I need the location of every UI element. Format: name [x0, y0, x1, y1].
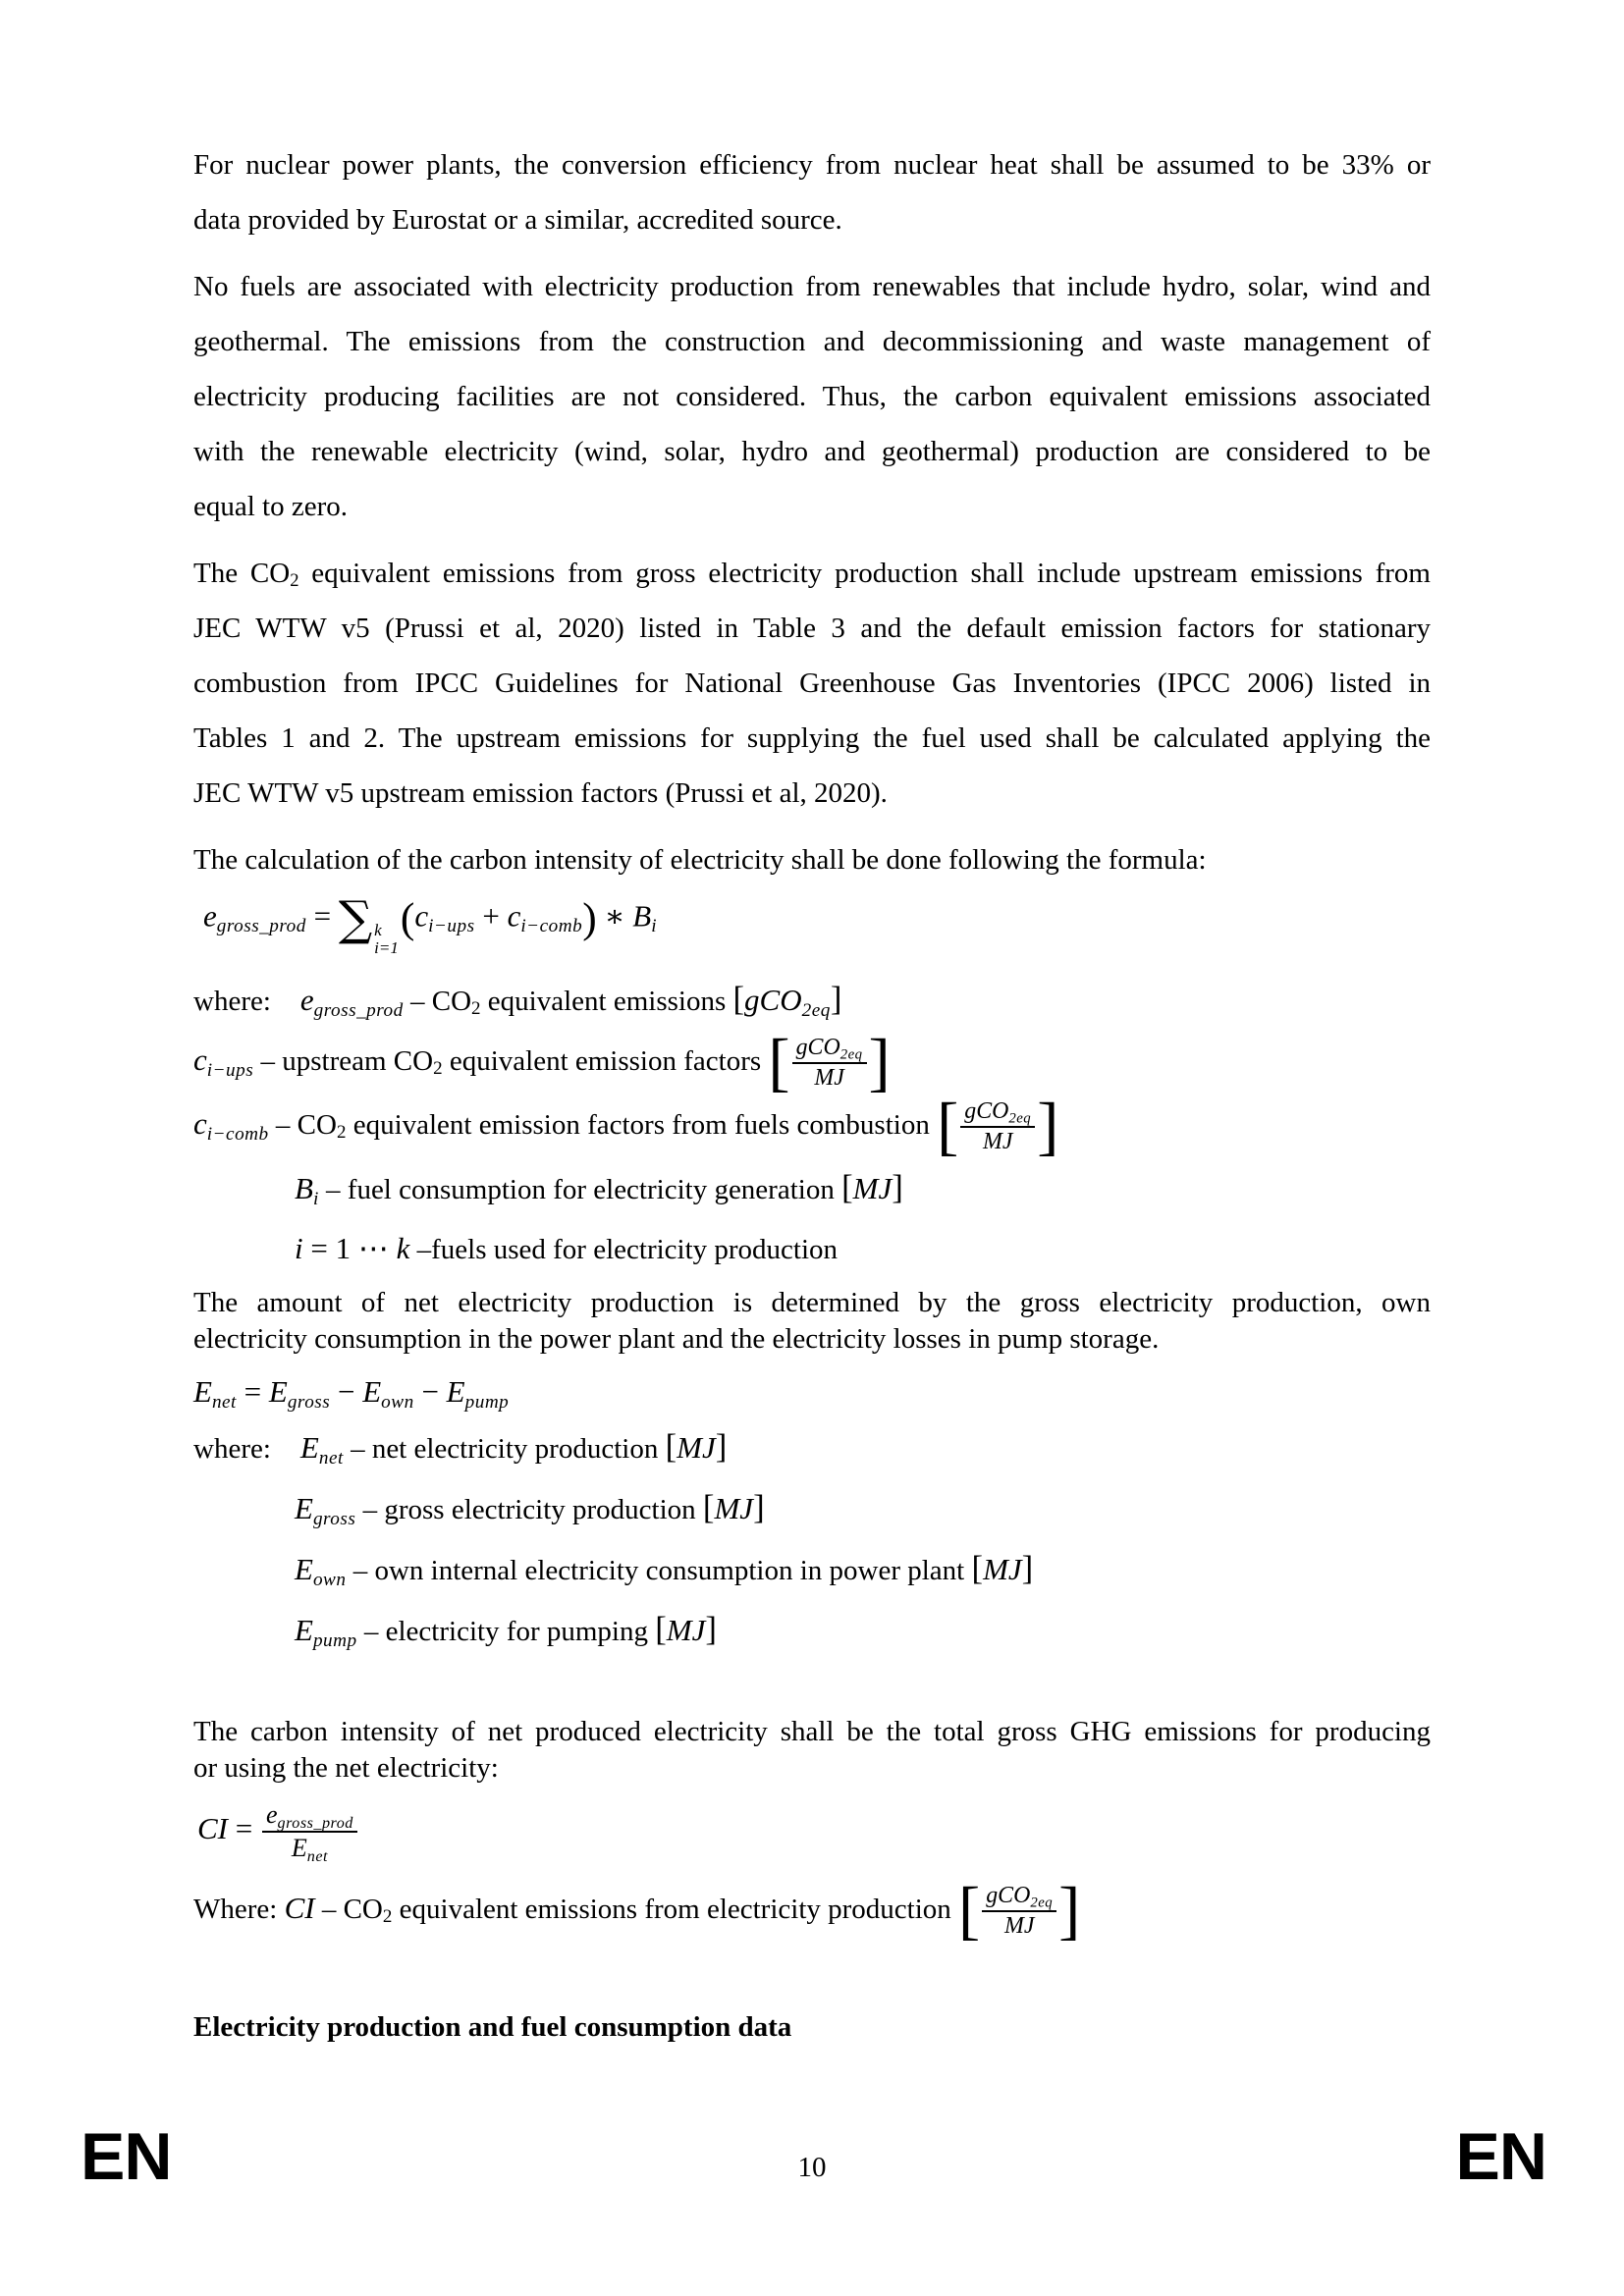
- math-subscript: i−ups: [428, 916, 475, 937]
- close-bracket: ]: [892, 1167, 903, 1206]
- dash: –: [253, 1045, 283, 1078]
- close-bracket: ]: [1058, 1874, 1081, 1947]
- definition-text: CO: [343, 1894, 383, 1926]
- definition-text: own internal electricity consumption in power plant: [374, 1555, 972, 1587]
- open-bracket: [: [971, 1549, 984, 1588]
- math-subscript: pump: [312, 1629, 357, 1651]
- where-label: where:: [193, 986, 271, 1018]
- section-heading: Electricity production and fuel consumption data: [193, 2010, 792, 2043]
- text-line: The amount of net electricity production is determined by the gross electricity production, own: [193, 1286, 1431, 1318]
- multiply-sign: ∗: [596, 898, 633, 934]
- math-symbol: e: [299, 983, 314, 1018]
- minus-sign: −: [330, 1373, 363, 1409]
- formula-ci: [197, 1800, 1431, 1863]
- text-line: data provided by Eurostat or a similar, accredited source.: [193, 204, 842, 236]
- math-subscript: i−comb: [206, 1123, 269, 1145]
- definition-text: equivalent emissions from electricity production: [392, 1894, 959, 1926]
- formula-enet: [193, 1373, 1431, 1413]
- math-symbol: E: [295, 1552, 313, 1587]
- open-bracket: [: [958, 1874, 981, 1947]
- dash: –: [355, 1494, 385, 1526]
- close-bracket: ]: [868, 1027, 891, 1099]
- equals-sign: =: [236, 1373, 269, 1409]
- close-bracket: ]: [715, 1427, 728, 1467]
- definition-text: net electricity production: [371, 1433, 666, 1466]
- plus-sign: +: [474, 898, 508, 934]
- unit-subscript: 2eq: [839, 1046, 863, 1063]
- open-bracket: [: [768, 1027, 790, 1099]
- equals-sign: = 1: [302, 1230, 358, 1265]
- paragraph-renewables: [193, 259, 1431, 534]
- ci-fraction: [262, 1800, 357, 1863]
- text-line: Tables 1 and 2. The upstream emissions for supplying the fuel used shall be calculated applying the: [193, 722, 1431, 754]
- math-symbol: c: [507, 898, 521, 934]
- open-paren: (: [400, 894, 415, 942]
- unit-symbol: MJ: [714, 1491, 754, 1526]
- open-bracket: [: [702, 1488, 715, 1527]
- math-subscript: gross_prod: [216, 916, 306, 937]
- unit-symbol: gCO: [795, 1034, 840, 1060]
- where-label: where:: [193, 1433, 271, 1466]
- paragraph-co2-upstream: [193, 546, 1431, 821]
- dash: –: [268, 1109, 298, 1142]
- text-line: For nuclear power plants, the conversion efficiency from nuclear heat shall be assumed to be 33% or: [193, 149, 1431, 181]
- dash: –: [318, 1173, 348, 1205]
- paragraph-net-production: [193, 1285, 1431, 1358]
- where-item-egross2: [295, 1480, 1431, 1537]
- open-bracket: [: [937, 1091, 959, 1162]
- sum-lower-limit: i=1: [374, 938, 399, 958]
- math-symbol: E: [295, 1613, 313, 1648]
- definition-text: fuels used for electricity production: [431, 1233, 839, 1265]
- definition-text: equivalent emission factors: [442, 1045, 769, 1078]
- dash: –: [403, 986, 432, 1018]
- where-label: Where:: [193, 1894, 285, 1926]
- footer-lang-left: EN: [81, 2119, 172, 2194]
- cdots: ⋯: [357, 1230, 389, 1266]
- minus-sign: −: [413, 1373, 447, 1409]
- math-symbol: E: [193, 1373, 212, 1409]
- open-bracket: [: [841, 1167, 853, 1206]
- text-segment: The CO: [193, 558, 291, 589]
- unit-subscript: 2eq: [801, 1000, 831, 1021]
- text-line: equal to zero.: [193, 491, 349, 522]
- math-symbol: CI: [284, 1891, 315, 1926]
- math-symbol: E: [268, 1373, 288, 1409]
- equals-sign: =: [305, 898, 339, 934]
- unit-subscript: 2eq: [1030, 1894, 1054, 1910]
- math-subscript: own: [312, 1569, 347, 1590]
- unit-fraction: [982, 1883, 1056, 1941]
- text-line: geothermal. The emissions from the construction and decommissioning and waste management of: [193, 326, 1431, 357]
- dash: –: [343, 1433, 372, 1466]
- unit-symbol: MJ: [677, 1430, 716, 1466]
- open-bracket: [: [665, 1427, 677, 1467]
- subscript-2: 2: [433, 1058, 443, 1080]
- sum-upper-limit: k: [374, 920, 382, 939]
- text-line: electricity producing facilities are not considered. Thus, the carbon equivalent emissions associated: [193, 381, 1431, 412]
- math-symbol: c: [193, 1042, 207, 1078]
- fraction-numerator: [792, 1035, 867, 1064]
- where-item-cups: [193, 1027, 1431, 1099]
- definition-text: equivalent emissions: [480, 986, 733, 1018]
- definition-text: electricity for pumping: [385, 1616, 656, 1648]
- text-line: or using the net electricity:: [193, 1752, 499, 1785]
- text-line: No fuels are associated with electricity production from renewables that include hydro, solar, wind and: [193, 271, 1431, 302]
- definition-text: gross electricity production: [384, 1494, 703, 1526]
- close-bracket: ]: [1021, 1549, 1034, 1588]
- text-line: with the renewable electricity (wind, solar, hydro and geothermal) production are considered to be: [193, 436, 1431, 467]
- dash: –: [314, 1894, 344, 1926]
- math-subscript: gross: [312, 1508, 356, 1529]
- math-symbol: e: [265, 1800, 278, 1830]
- unit-symbol: MJ: [666, 1613, 706, 1648]
- math-subscript: gross_prod: [313, 1000, 404, 1021]
- math-symbol: E: [446, 1373, 465, 1409]
- math-symbol: B: [295, 1170, 313, 1205]
- fraction-denominator: MJ: [983, 1129, 1013, 1154]
- definition-text: upstream CO: [282, 1045, 434, 1078]
- math-subscript: i: [312, 1188, 319, 1209]
- subscript-2: 2: [471, 998, 481, 1020]
- paragraph-carbon-intensity: [193, 1714, 1431, 1787]
- dash: –: [409, 1233, 432, 1265]
- dash: –: [346, 1555, 375, 1587]
- definition-text: CO: [297, 1109, 337, 1142]
- math-symbol: c: [193, 1106, 207, 1142]
- math-subscript: net: [318, 1447, 344, 1468]
- open-bracket: [: [655, 1610, 667, 1649]
- math-subscript: own: [381, 1391, 414, 1413]
- summation-limits: [374, 922, 399, 959]
- text-line: JEC WTW v5 upstream emission factors (Prussi et al, 2020).: [193, 777, 888, 809]
- page-number: 10: [797, 2152, 827, 2183]
- fraction-denominator: MJ: [814, 1065, 844, 1092]
- where-item-ci: [193, 1874, 1431, 1947]
- where-item-egross: [193, 972, 1431, 1029]
- math-subscript: net: [306, 1847, 328, 1865]
- text-line: electricity consumption in the power plant and the electricity losses in pump storage.: [193, 1322, 1160, 1355]
- unit-symbol: gCO: [986, 1882, 1031, 1908]
- text-segment: equivalent emissions from gross electricity production shall include upstream emissions from: [298, 558, 1431, 589]
- math-subscript: i: [651, 916, 658, 937]
- math-symbol: E: [295, 1491, 313, 1526]
- math-symbol: E: [362, 1373, 382, 1409]
- open-bracket: [: [732, 980, 745, 1019]
- math-subscript: gross_prod: [277, 1815, 353, 1832]
- unit-subscript: 2eq: [1008, 1109, 1032, 1126]
- where-item-eown: [295, 1541, 1431, 1598]
- math-symbol: c: [414, 898, 429, 934]
- fraction-numerator: [982, 1883, 1056, 1912]
- math-subscript: net: [211, 1391, 237, 1413]
- close-bracket: ]: [1037, 1091, 1059, 1162]
- subscript-2: 2: [382, 1906, 393, 1928]
- where-item-bi: [295, 1160, 1431, 1217]
- formula-gross-emissions: [203, 891, 1431, 958]
- blank-spacer: [193, 1663, 1431, 1714]
- page-content: [193, 137, 1431, 2047]
- blank-spacer: [193, 1945, 1431, 1974]
- math-symbol: B: [632, 898, 652, 934]
- where-item-ccomb: [193, 1091, 1431, 1162]
- subscript-2: 2: [336, 1122, 347, 1144]
- text-line: The carbon intensity of net produced electricity shall be the total gross GHG emissions for producing: [193, 1716, 1431, 1748]
- math-symbol: E: [299, 1430, 319, 1466]
- paragraph-formula-intro: [193, 832, 1431, 887]
- definition-text: fuel consumption for electricity generation: [347, 1173, 842, 1205]
- where-item-index: [295, 1221, 1431, 1277]
- text-line: The calculation of the carbon intensity of electricity shall be done following the formula:: [193, 844, 1207, 876]
- unit-fraction: [960, 1098, 1035, 1156]
- dash: –: [356, 1616, 386, 1648]
- math-symbol: E: [291, 1834, 307, 1863]
- unit-fraction: [792, 1035, 867, 1093]
- subscript-2: 2: [290, 570, 299, 592]
- math-symbol: i: [295, 1230, 303, 1265]
- definition-text: CO: [431, 986, 472, 1018]
- unit-symbol: gCO: [964, 1097, 1009, 1124]
- close-bracket: ]: [705, 1610, 717, 1649]
- where-item-enet: [193, 1419, 1431, 1476]
- where-item-epump: [295, 1602, 1431, 1659]
- fraction-numerator: [960, 1098, 1035, 1128]
- fraction-numerator: [262, 1800, 357, 1833]
- paragraph-nuclear: [193, 137, 1431, 247]
- footer-lang-right: EN: [1455, 2119, 1546, 2194]
- unit-symbol: gCO: [744, 983, 802, 1018]
- unit-symbol: MJ: [852, 1170, 893, 1205]
- math-symbol: e: [203, 898, 217, 934]
- math-subscript: i−comb: [520, 916, 583, 937]
- summation-icon: ∑: [338, 891, 373, 946]
- math-subscript: pump: [464, 1391, 510, 1413]
- fraction-denominator: MJ: [1003, 1912, 1035, 1939]
- math-symbol: CI: [197, 1811, 228, 1846]
- text-line: combustion from IPCC Guidelines for National Greenhouse Gas Inventories (IPCC 2006) listed in: [193, 667, 1431, 699]
- close-bracket: ]: [753, 1488, 765, 1527]
- equals-sign: =: [228, 1811, 260, 1846]
- text-line: JEC WTW v5 (Prussi et al, 2020) listed in Table 3 and the default emission factors for stationary: [193, 613, 1431, 644]
- math-symbol: k: [388, 1230, 410, 1265]
- math-subscript: i−ups: [206, 1060, 254, 1081]
- close-bracket: ]: [830, 980, 842, 1019]
- math-subscript: gross: [287, 1391, 331, 1413]
- close-paren: ): [582, 894, 597, 942]
- unit-symbol: MJ: [983, 1552, 1022, 1587]
- fraction-denominator: [262, 1833, 357, 1863]
- text-line: [193, 546, 1431, 601]
- definition-text: equivalent emission factors from fuels combustion: [346, 1109, 938, 1142]
